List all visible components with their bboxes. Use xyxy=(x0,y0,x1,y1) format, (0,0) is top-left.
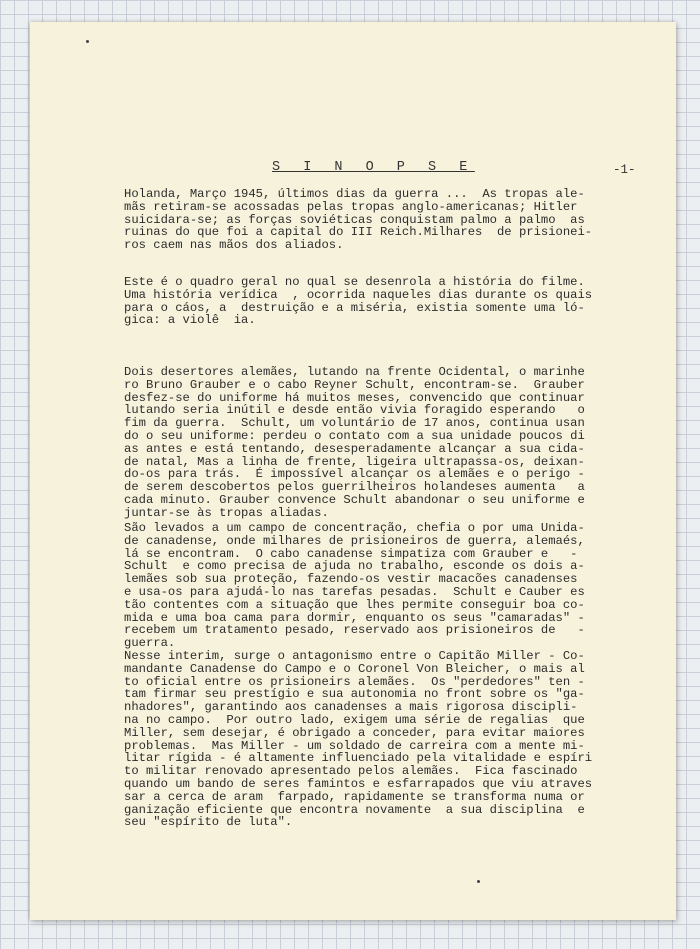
document-page xyxy=(30,22,676,920)
paragraph-4: São levados a um campo de concentração, chefia o por uma Unida- de canadense, onde milhares de prisioneiros de guerra, alemaés, lá se encontram. O cabo canadense simpatiza com Grauber e - Schult e como precisa de ajuda no trabalho, esconde os dois a- lemães sob sua proteção, fazendo-os vestir macacões canadenses e usa-os para ajudá-lo nas tarefas pesadas. Schult e Cauber es tão contentes com a situação que lhes permite conseguir boa co- mida e uma boa cama para dormir, enquanto os seus "camaradas" - recebem um tratamento pesado, reservado aos prisioneiros de - guerra. xyxy=(124,522,585,650)
ink-speck xyxy=(86,40,89,43)
ink-speck xyxy=(477,880,480,883)
paragraph-2: Este é o quadro geral no qual se desenrola a história do filme. Uma história verídica , ocorrida naqueles dias durante os quais para o cáos, a destruição e a miséria, existia somente uma ló- gica: a violê ia. xyxy=(124,276,593,328)
paragraph-3: Dois desertores alemães, lutando na frente Ocidental, o marinhe ro Bruno Grauber e o cabo Reyner Schult, encontram-se. Grauber desfez-se do uniforme há muitos meses, convencido que continuar lutando seria inútil e desde então vivia foragido esperando o fim da guerra. Schult, um voluntário de 17 anos, continua usan do o seu uniforme: perdeu o contato com a sua unidade poucos di as antes e está tentando, desesperadamente alcançar a sua cida- de natal, Mas a linha de frente, ligeira ultrapassa-os, deixan- do-os para trás. É impossível alcançar os alemães e o perigo - de serem descobertos pelos guerrilheiros holandeses aumenta a cada minuto. Grauber convence Schult abandonar o seu uniforme e juntar-se às tropas aliadas. xyxy=(124,366,585,520)
paragraph-1: Holanda, Março 1945, últimos dias da guerra ... As tropas ale- mãs retiram-se acossadas pelas tropas anglo-americanas; Hitler suicidara-se; as forças soviéticas conquistam palmo a palmo as ruinas do que foi a capital do III Reich.Milhares de prisionei- ros caem nas mãos dos aliados. xyxy=(124,188,593,252)
paragraph-5: Nesse interim, surge o antagonismo entre o Capitão Miller - Co- mandante Canadense do Campo e o Coronel Von Bleicher, o mais al to oficial entre os prisioneirs alemães. Os "perdedores" ten - tam firmar seu prestígio e sua autonomia no front sobre os "ga- nhadores", garantindo aos canadenses a mais rigorosa discipli- na no campo. Por outro lado, exigem uma série de regalias que Miller, sem desejar, é obrigado a conceder, para evitar maiores problemas. Mas Miller - um soldado de carreira com a mente mi- litar rígida - é altamente influenciado pela vitalidade e espíri to militar renovado apresentado pelos alemães. Fica fascinado quando um bando de seres famintos e esfarrapados que viu atraves sar a cerca de aram farpado, rapidamente se transforma numa or ganização eficiente que encontra novamente a sua disciplina e seu "espírito de luta". xyxy=(124,650,593,830)
page-number: -1- xyxy=(613,163,636,177)
page-title: S I N O P S E xyxy=(272,160,475,175)
